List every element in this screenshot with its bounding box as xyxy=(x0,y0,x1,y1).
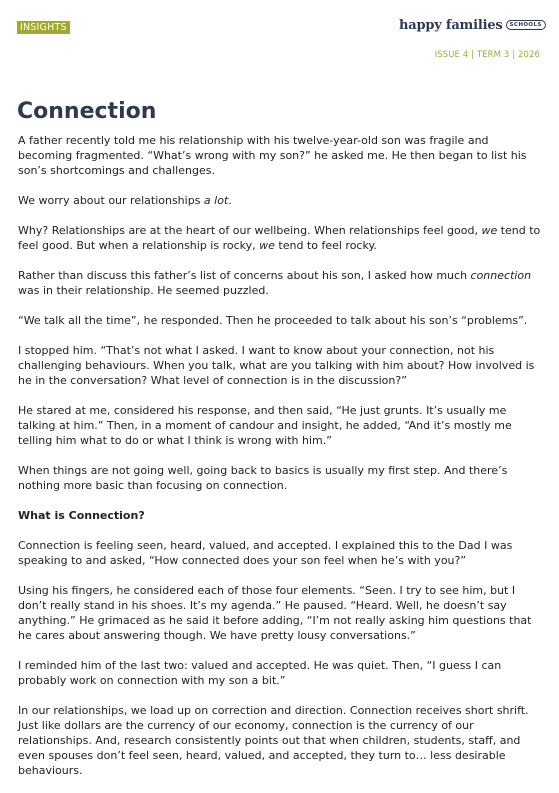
paragraph: I reminded him of the last two: valued and accepted. He was quiet. Then, “I guess I can probably work on connection with my son a bit.” xyxy=(18,659,502,687)
paragraph: Rather than discuss this father’s list of concerns about his son, I asked how much connection was in their relationship. He seemed puzzled. xyxy=(18,269,532,297)
paragraph: Connection is feeling seen, heard, valued, and accepted. I explained this to the Dad I was speaking to and asked, “How connected does your son feel when he’s with you?” xyxy=(18,539,513,567)
paragraph: A father recently told me his relationship with his twelve-year-old son was fragile and becoming fragmented. “What’s wrong with my son?” he asked me. He then began to list his son’s shortcomings and challenges. xyxy=(18,134,527,177)
logo-badge: SCHOOLS xyxy=(506,20,546,30)
section-tag: INSIGHTS xyxy=(17,21,70,34)
paragraph: I stopped him. “That’s not what I asked. I want to know about your connection, not his challenging behaviours. When you talk, what are you talking with him about? How involved is he in the conversation? What level of connection is in the discussion?” xyxy=(18,344,535,387)
section-subheading: What is Connection? xyxy=(18,509,145,522)
paragraph: “We talk all the time”, he responded. Then he proceeded to talk about his son’s “problems”. xyxy=(18,314,528,327)
logo-text: happy families xyxy=(399,17,503,33)
paragraph: In our relationships, we load up on correction and direction. Connection receives short shrift. Just like dollars are the currency of our economy, connection is the currency of our relationships. And, research consistently points out that when children, students, staff, and even spouses don’t feel seen, heard, valued, and accepted, they turn to… less desirable behaviours. xyxy=(18,704,529,777)
issue-info: ISSUE 4 | TERM 3 | 2026 xyxy=(434,50,540,60)
article-title: Connection xyxy=(17,99,157,124)
paragraph: He stared at me, considered his response, and then said, “He just grunts. It’s usually me talking at him.” Then, in a moment of candour and insight, he added, “And it’s mostly me telling him what to do or what I think is wrong with him.” xyxy=(18,404,512,447)
logo xyxy=(399,15,546,35)
paragraph: We worry about our relationships a lot. xyxy=(18,194,232,207)
paragraph: When things are not going well, going back to basics is usually my first step. And there’s nothing more basic than focusing on connection. xyxy=(18,464,508,492)
paragraph: Why? Relationships are at the heart of our wellbeing. When relationships feel good, we tend to feel good. But when a relationship is rocky, we tend to feel rocky. xyxy=(18,224,541,252)
paragraph: Using his fingers, he considered each of those four elements. “Seen. I try to see him, but I don’t really stand in his shoes. It’s my agenda.” He paused. “Heard. Well, he doesn’t say anything.” He grimaced as he said it before adding, “I’m not really asking him questions that he cares about answering though. We have pretty lousy conversations.” xyxy=(18,584,532,642)
article-body xyxy=(18,133,543,793)
